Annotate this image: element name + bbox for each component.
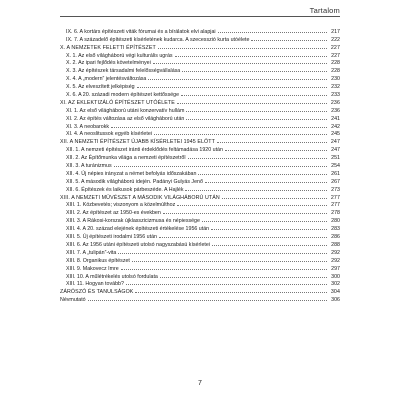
toc-entry-title: XII. A NEMZETI ÉPÍTÉSZET ÚJABB KÍSÉRLETEI 1945 ELŐTT bbox=[60, 139, 215, 146]
toc-entry bbox=[60, 95, 340, 106]
toc-entry bbox=[60, 174, 340, 185]
toc-entry bbox=[60, 245, 340, 256]
table-of-contents bbox=[60, 24, 340, 304]
toc-entry-title: ZÁRÓSZÓ ÉS TANULSÁGOK bbox=[60, 289, 134, 296]
toc-entry-page: 233 bbox=[331, 92, 340, 99]
toc-entry-page: 302 bbox=[331, 281, 340, 288]
toc-entry-page: 230 bbox=[331, 76, 340, 83]
toc-entry-title: XII. 4. Új népies irányzat a német befolyás időszakában bbox=[66, 170, 197, 177]
toc-entry-title: X. 3. Az építészek társadalmi felelősségvállalása bbox=[66, 68, 181, 75]
toc-entry-page: 236 bbox=[331, 107, 340, 114]
toc-entry bbox=[60, 79, 340, 91]
toc-entry-page: 283 bbox=[331, 226, 340, 233]
toc-entry-page: 304 bbox=[330, 289, 340, 296]
toc-entry-title: XIII. 8. Organikus építészet bbox=[66, 257, 130, 264]
toc-entry-title: X. 1. Az első világháború végi kulturális ugrás bbox=[66, 52, 173, 59]
toc-entry-page: 286 bbox=[331, 234, 340, 241]
toc-entry bbox=[60, 261, 340, 272]
toc-entry bbox=[60, 134, 340, 146]
toc-entry-page: 292 bbox=[331, 257, 340, 264]
toc-entry-title: X. 6. A 20. századi modern építészet kettőssége bbox=[66, 92, 180, 99]
toc-entry-page: 217 bbox=[331, 28, 340, 35]
toc-entry bbox=[60, 127, 340, 138]
toc-entry-title: XII. 6. Építészek és laikusok párbeszéde. A Hajlék bbox=[66, 186, 184, 193]
toc-entry bbox=[60, 142, 340, 154]
toc-entry-title: IX. 7. A századelő építészeti kísérletének kudarca. A szecesszió kurta utóélete bbox=[66, 36, 250, 43]
toc-entry-title: X. 2. Az ipari fejlődés követelményei bbox=[66, 60, 151, 67]
toc-entry bbox=[60, 111, 340, 122]
toc-entry bbox=[60, 182, 340, 193]
toc-entry-title: XIII. 5. Új építészeti irodalmi 1956 után bbox=[66, 234, 157, 241]
toc-entry-title: XIII. 9. Makovecz Imre bbox=[66, 265, 119, 272]
toc-entry-page: 227 bbox=[330, 44, 340, 51]
toc-entry-page: 251 bbox=[331, 155, 340, 162]
toc-entry-title: X. 5. Az elveszített jelképiség bbox=[66, 84, 135, 91]
toc-entry bbox=[60, 237, 340, 248]
toc-entry-title: XI. 4. A neoslitussok egyéb kísérletei bbox=[66, 131, 152, 138]
toc-entry-page: 277 bbox=[330, 194, 340, 201]
toc-entry-title: XII. 2. Az Építőmunka világa a nemzeti építészetről bbox=[66, 155, 186, 162]
toc-entry-title: XIII. 1. Közbevetés; viszonyom a közelmúlthoz bbox=[66, 202, 176, 209]
toc-entry bbox=[60, 71, 340, 83]
toc-entry-page: 241 bbox=[331, 115, 340, 122]
toc-entry-title: XI. 3. A neobarokk bbox=[66, 123, 109, 130]
toc-entry-page: 288 bbox=[331, 241, 340, 248]
toc-entry-page: 242 bbox=[331, 123, 340, 130]
toc-entry-page: 292 bbox=[331, 249, 340, 256]
toc-entry-title: XI. 2. Az építés változása az első világháború után bbox=[66, 115, 185, 122]
toc-entry-title: XI. AZ EKLEKTIZÁLÓ ÉPÍTÉSZET UTÓÉLETE bbox=[60, 99, 175, 106]
toc-entry-title: XI. 1. Az első világháború utáni konzervatív hullám bbox=[66, 107, 185, 114]
toc-entry-page: 277 bbox=[331, 202, 340, 209]
toc-entry bbox=[60, 40, 340, 51]
toc-entry-page: 228 bbox=[331, 60, 340, 67]
toc-entry-title: XIII. 6. Az 1956 utáni építészeti utolsó nagyszabású kísérletei bbox=[66, 241, 210, 248]
toc-entry-title: XIII. A NEMZETI MŰVÉSZET A MÁSODIK VILÁGHÁBORÚ UTÁN bbox=[60, 194, 220, 201]
toc-entry-title: XII. 3. A turánizmus bbox=[66, 163, 112, 170]
toc-entry-title: XIII. 3. A Rákosi-korszak újklasszicizmusa és népiessége bbox=[66, 218, 200, 225]
toc-entry-title: XII. 5. A második világháború idején. Padányi Gulyás Jenő bbox=[66, 178, 203, 185]
toc-entry-page: 227 bbox=[331, 52, 340, 59]
toc-entry bbox=[60, 103, 340, 114]
toc-entry-title: XIII. 10. A műlétrékelés utolsó fordulata bbox=[66, 273, 158, 280]
toc-entry-title: X. A NEMZETEK FELETTI ÉPÍTÉSZET bbox=[60, 44, 156, 51]
toc-entry bbox=[60, 150, 340, 162]
toc-dot-leader bbox=[88, 292, 327, 301]
toc-entry-title: XIII. 7. A „tulipán”-vita bbox=[66, 249, 117, 256]
toc-entry bbox=[60, 277, 340, 288]
toc-entry bbox=[60, 87, 340, 99]
toc-entry bbox=[60, 198, 340, 209]
toc-entry-page: 297 bbox=[331, 265, 340, 272]
toc-entry-page: 306 bbox=[331, 297, 340, 304]
toc-entry bbox=[60, 56, 340, 67]
toc-entry bbox=[60, 292, 340, 304]
toc-entry-page: 222 bbox=[331, 36, 340, 43]
running-header-title: Tartalom bbox=[309, 6, 340, 15]
toc-entry-page: 247 bbox=[331, 147, 340, 154]
toc-entry-title: XIII. 11. Hogyan tovább? bbox=[66, 281, 124, 288]
toc-entry-page: 267 bbox=[331, 178, 340, 185]
page-number: 7 bbox=[198, 380, 202, 387]
toc-entry-page: 247 bbox=[330, 139, 340, 146]
toc-entry-page: 254 bbox=[331, 163, 340, 170]
toc-entry-page: 273 bbox=[331, 186, 340, 193]
toc-entry bbox=[60, 166, 340, 177]
toc-entry bbox=[60, 229, 340, 241]
toc-entry bbox=[60, 32, 340, 43]
toc-entry-page: 278 bbox=[331, 210, 340, 217]
toc-entry bbox=[60, 213, 340, 225]
toc-entry bbox=[60, 269, 340, 280]
toc-entry-title: Névmutató bbox=[60, 297, 86, 304]
toc-entry bbox=[60, 158, 340, 170]
toc-entry-page: 232 bbox=[331, 84, 340, 91]
toc-entry-page: 280 bbox=[331, 218, 340, 225]
toc-entry-title: XII. 1. A nemzeti építészet iránti érdeklődés feltámadása 1920 után bbox=[66, 147, 223, 154]
toc-entry bbox=[60, 205, 340, 217]
toc-entry bbox=[60, 284, 340, 296]
toc-entry bbox=[60, 253, 340, 264]
toc-entry-title: IX. 6. A kortárs építészeti viták fórumai és a bírálatok elvi alapjai bbox=[66, 28, 216, 35]
toc-entry bbox=[60, 190, 340, 201]
toc-entry-page: 300 bbox=[331, 273, 340, 280]
running-header bbox=[60, 6, 340, 17]
toc-entry bbox=[60, 221, 340, 233]
toc-entry-page: 261 bbox=[331, 170, 340, 177]
toc-entry-title: XIII. 2. Az építészet az 1950-es években bbox=[66, 210, 161, 217]
toc-entry bbox=[60, 48, 340, 59]
toc-entry bbox=[60, 24, 340, 35]
toc-entry-title: XIII. 4. A 20. század elejének építészeti értékelése 1956 után bbox=[66, 226, 210, 233]
toc-entry-page: 245 bbox=[331, 131, 340, 138]
toc-entry-page: 236 bbox=[330, 99, 340, 106]
toc-entry-title: X. 4. A „modern” jelentésváltozása bbox=[66, 76, 147, 83]
toc-entry bbox=[60, 119, 340, 130]
toc-entry bbox=[60, 63, 340, 75]
toc-entry-page: 228 bbox=[331, 68, 340, 75]
